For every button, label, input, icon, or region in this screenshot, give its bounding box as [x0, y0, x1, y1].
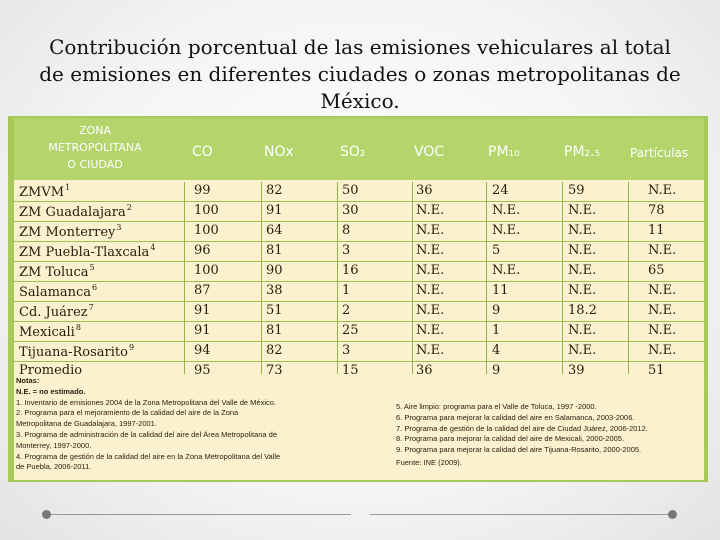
note-ref: 7 [88, 303, 94, 312]
cell-zone [19, 323, 81, 340]
cell-pm25: N.E. [568, 223, 597, 238]
cell-so2: 1 [342, 283, 351, 298]
header-co: CO [192, 144, 213, 160]
note-line: Notas: [16, 376, 40, 385]
cell-zone [19, 203, 132, 220]
cell-voc: N.E. [416, 223, 445, 238]
zone-name: Cd. Juárez [19, 305, 88, 320]
cell-so2: 3 [342, 243, 351, 258]
zone-name: ZM Toluca [19, 265, 89, 280]
table-row [14, 202, 704, 222]
cell-pm25: N.E. [568, 263, 597, 278]
cell-zone [19, 183, 70, 200]
cell-pm10: 1 [492, 323, 501, 338]
header-particulas: Partículas [630, 146, 689, 160]
cell-so2: 2 [342, 303, 351, 318]
note-line: Monterrey, 1997-2000. [16, 440, 92, 450]
cell-pm25: 59 [568, 183, 585, 198]
cell-zone [19, 283, 97, 300]
cell-nox: 81 [266, 323, 283, 338]
cell-pm10: N.E. [492, 263, 521, 278]
cell-pm10: 9 [492, 303, 501, 318]
cell-pm25: 18.2 [568, 303, 597, 318]
note-ref: 8 [75, 323, 81, 332]
cell-part: 78 [648, 203, 665, 218]
note-line: 5. Aire limpio: programa para el Valle de Toluca, 1997 -2000. [396, 402, 597, 411]
cell-nox: 51 [266, 303, 283, 318]
note-line: 1. Inventario de emisiones 2004 de la Zona Metropolitana del Valle de México. [16, 397, 277, 407]
slide-title [0, 34, 720, 115]
cell-so2: 15 [342, 363, 359, 378]
note-ref: 5 [89, 263, 95, 272]
cell-pm25: N.E. [568, 203, 597, 218]
header-nox: NOx [264, 144, 294, 160]
header-voc: VOC [414, 144, 445, 160]
cell-pm10: 24 [492, 183, 509, 198]
cell-pm10: 11 [492, 283, 509, 298]
note-ref: 6 [92, 283, 98, 292]
note-ref: 3 [116, 223, 122, 232]
cell-voc: N.E. [416, 263, 445, 278]
cell-co: 91 [194, 323, 211, 338]
note-line: 9. Programa para mejorar la calidad del aire Tijuana-Rosarito, 2000-2005. [396, 445, 642, 455]
notes-right [396, 402, 706, 469]
cell-voc: N.E. [416, 203, 445, 218]
cell-voc: N.E. [416, 323, 445, 338]
cell-voc: N.E. [416, 283, 445, 298]
note-line: 6. Programa para mejorar la calidad del aire en Salamanca, 2003-2006. [396, 412, 635, 422]
header-zona-line-1: ZONA [79, 124, 111, 137]
zone-name: ZM Puebla-Tlaxcala [19, 245, 150, 260]
cell-part: 11 [648, 223, 665, 238]
cell-co: 99 [194, 183, 211, 198]
cell-part: 65 [648, 263, 665, 278]
cell-so2: 50 [342, 183, 359, 198]
note-line: 4. Programa de gestión de la calidad del aire en la Zona Metropolitana del Valle [16, 451, 281, 461]
cell-zone [19, 343, 134, 360]
zone-name: Salamanca [19, 285, 92, 300]
note-line: 2. Programa para el mejoramiento de la calidad del aire de la Zona [16, 408, 239, 418]
notes-left [16, 376, 346, 473]
emissions-table [14, 118, 704, 480]
zone-name: ZM Monterrey [19, 225, 116, 240]
note-ref: 4 [150, 243, 156, 252]
header-so2: SO₂ [340, 144, 366, 160]
cell-co: 96 [194, 243, 211, 258]
note-line: 8. Programa para mejorar la calidad del aire de Mexicali, 2000-2005. [396, 434, 625, 444]
cell-zone [19, 243, 155, 260]
cell-zone [19, 303, 94, 320]
cell-nox: 82 [266, 183, 283, 198]
cell-part: N.E. [648, 343, 677, 358]
note-ref: 9 [128, 343, 135, 352]
cell-part: N.E. [648, 243, 677, 258]
footer-divider [370, 514, 668, 515]
zone-name: Mexicali [19, 325, 75, 340]
cell-nox: 38 [266, 283, 283, 298]
header-zona-line-3: O CIUDAD [67, 158, 123, 171]
table-row [14, 302, 704, 322]
cell-co: 100 [194, 203, 219, 218]
table-row [14, 322, 704, 342]
cell-so2: 30 [342, 203, 359, 218]
bullet-icon [42, 510, 51, 519]
note-line: 3. Programa de administración de la calidad del aire del Área Metropolitana de [16, 429, 277, 439]
cell-part: 51 [648, 363, 665, 378]
cell-nox: 90 [266, 263, 283, 278]
cell-nox: 73 [266, 363, 283, 378]
cell-pm10: N.E. [492, 203, 521, 218]
cell-part: N.E. [648, 283, 677, 298]
cell-voc: 36 [416, 183, 433, 198]
cell-pm10: N.E. [492, 223, 521, 238]
title-line-1: Contribución porcentual de las emisiones vehiculares al total [49, 35, 671, 59]
note-line: 7. Programa de gestión de la calidad del aire de Ciudad Juárez, 2006-2012. [396, 423, 648, 433]
header-pm25: PM₂.₅ [564, 144, 601, 160]
cell-zone [19, 263, 95, 280]
table-body [14, 182, 704, 381]
cell-nox: 91 [266, 203, 283, 218]
title-line-2: de emisiones en diferentes ciudades o zonas metropolitanas de [39, 62, 681, 86]
cell-pm10: 5 [492, 243, 501, 258]
title-line-3: México. [320, 89, 400, 113]
cell-pm25: N.E. [568, 243, 597, 258]
cell-so2: 25 [342, 323, 359, 338]
header-pm10: PM₁₀ [488, 144, 520, 160]
footer-divider [51, 514, 351, 515]
note-line: Fuente: INE (2009). [396, 457, 462, 467]
note-ref: 2 [126, 203, 132, 212]
cell-so2: 8 [342, 223, 351, 238]
cell-part: N.E. [648, 183, 677, 198]
cell-part: N.E. [648, 323, 677, 338]
cell-voc: N.E. [416, 343, 445, 358]
cell-pm10: 4 [492, 343, 501, 358]
bullet-icon [668, 510, 677, 519]
cell-co: 94 [194, 343, 211, 358]
cell-co: 95 [194, 363, 211, 378]
zone-name: ZMVM [19, 185, 65, 200]
note-line: de Puebla, 2006-2011. [16, 462, 92, 472]
table-row [14, 242, 704, 262]
note-ref: 1 [65, 183, 71, 192]
cell-part: N.E. [648, 303, 677, 318]
table-header [14, 118, 704, 180]
zone-name: ZM Guadalajara [19, 205, 126, 220]
cell-pm25: 39 [568, 363, 585, 378]
emissions-table-figure [8, 116, 708, 482]
header-zona-line-2: METROPOLITANA [48, 141, 142, 154]
cell-nox: 81 [266, 243, 283, 258]
cell-co: 100 [194, 223, 219, 238]
zone-name: Tijuana-Rosarito [19, 345, 128, 360]
cell-so2: 3 [342, 343, 351, 358]
table-row [14, 342, 704, 362]
table-row [14, 282, 704, 302]
table-row [14, 262, 704, 282]
header-zona [30, 122, 160, 173]
table-row [14, 182, 704, 202]
cell-voc: N.E. [416, 243, 445, 258]
cell-pm10: 9 [492, 363, 501, 378]
table-row [14, 222, 704, 242]
zone-name: Promedio [19, 363, 83, 378]
cell-co: 87 [194, 283, 211, 298]
cell-pm25: N.E. [568, 343, 597, 358]
cell-voc: 36 [416, 363, 433, 378]
cell-zone [19, 223, 121, 240]
cell-nox: 64 [266, 223, 283, 238]
cell-pm25: N.E. [568, 283, 597, 298]
note-line: Metropolitana de Guadalajara, 1997-2001. [16, 419, 157, 429]
note-line: N.E. = no estimado. [16, 386, 86, 396]
cell-voc: N.E. [416, 303, 445, 318]
cell-pm25: N.E. [568, 323, 597, 338]
cell-co: 100 [194, 263, 219, 278]
cell-nox: 82 [266, 343, 283, 358]
cell-so2: 16 [342, 263, 359, 278]
cell-co: 91 [194, 303, 211, 318]
